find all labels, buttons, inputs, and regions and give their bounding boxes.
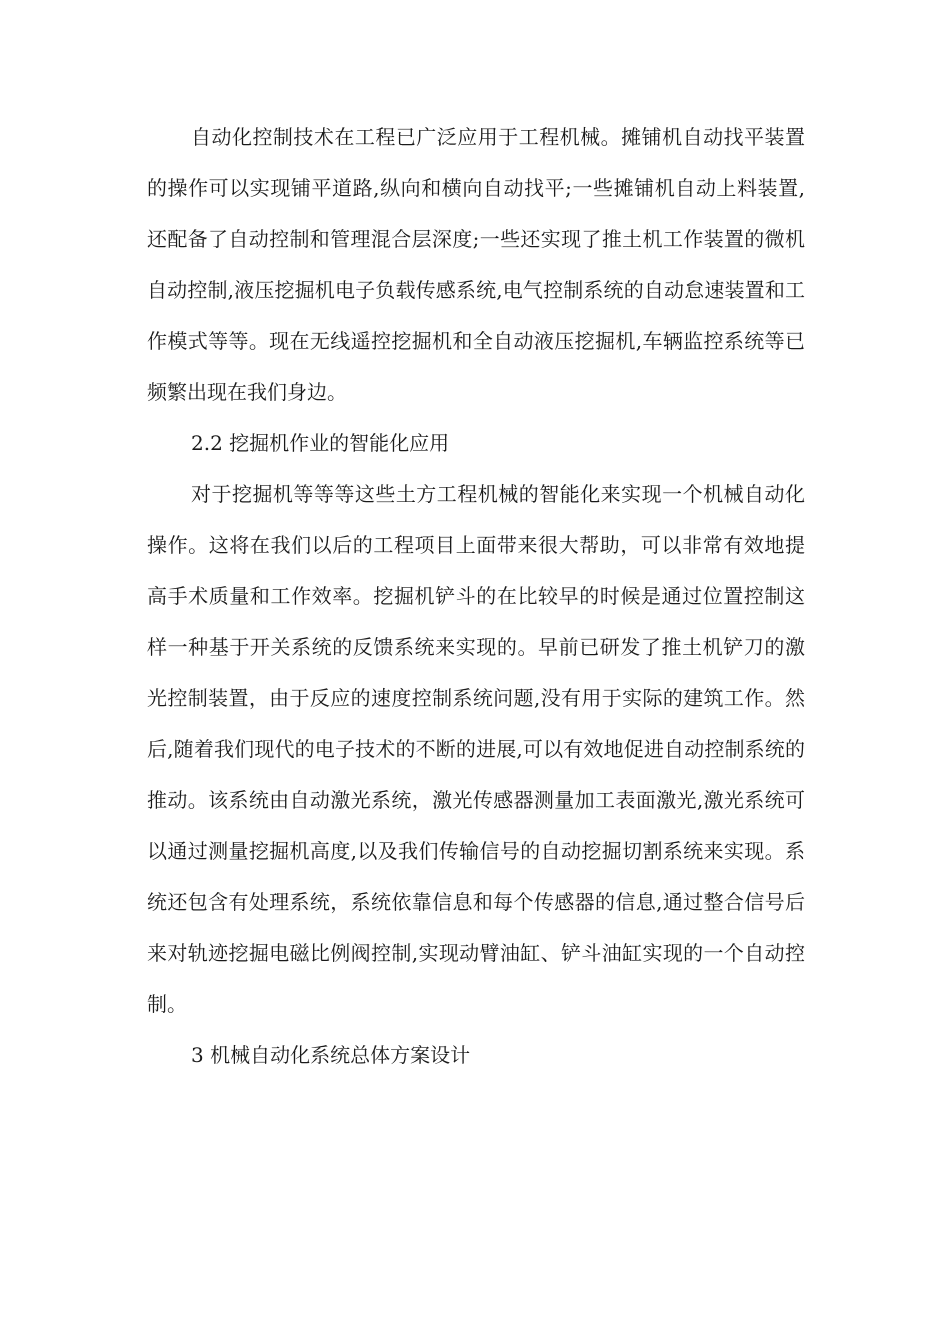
paragraph-automation-control: 自动化控制技术在工程已广泛应用于工程机械。摊铺机自动找平装置的操作可以实现铺平道路,纵向和横向自动找平;一些摊铺机自动上料装置,还配备了自动控制和管理混合层深度;一些还实现了推土机工作装置的微机自动控制,液压挖掘机电子负载传感系统,电气控制系统的自动怠速装置和工作模式等等。现在无线遥控挖掘机和全自动液压挖掘机,车辆监控系统等已频繁出现在我们身边。 [147, 125, 805, 404]
section-heading-3: 3 机械自动化系统总体方案设计 [191, 1043, 471, 1067]
paragraph-excavator-intelligence: 对于挖掘机等等等这些土方工程机械的智能化来实现一个机械自动化操作。这将在我们以后的工程项目上面带来很大帮助，可以非常有效地提高手术质量和工作效率。挖掘机铲斗的在比较早的时候是通过位置控制这样一种基于开关系统的反馈系统来实现的。早前已研发了推土机铲刀的激光控制装置，由于反应的速度控制系统问题,没有用于实际的建筑工作。然后,随着我们现代的电子技术的不断的进展,可以有效地促进自动控制系统的推动。该系统由自动激光系统，激光传感器测量加工表面激光,激光系统可以通过测量挖掘机高度,以及我们传输信号的自动挖掘切割系统来实现。系统还包含有处理系统，系统依靠信息和每个传感器的信息,通过整合信号后来对轨迹挖掘电磁比例阀控制,实现动臂油缸、铲斗油缸实现的一个自动控制。 [147, 482, 805, 1016]
section-heading-2-2: 2.2 挖掘机作业的智能化应用 [191, 431, 450, 455]
document-body [147, 112, 805, 1081]
